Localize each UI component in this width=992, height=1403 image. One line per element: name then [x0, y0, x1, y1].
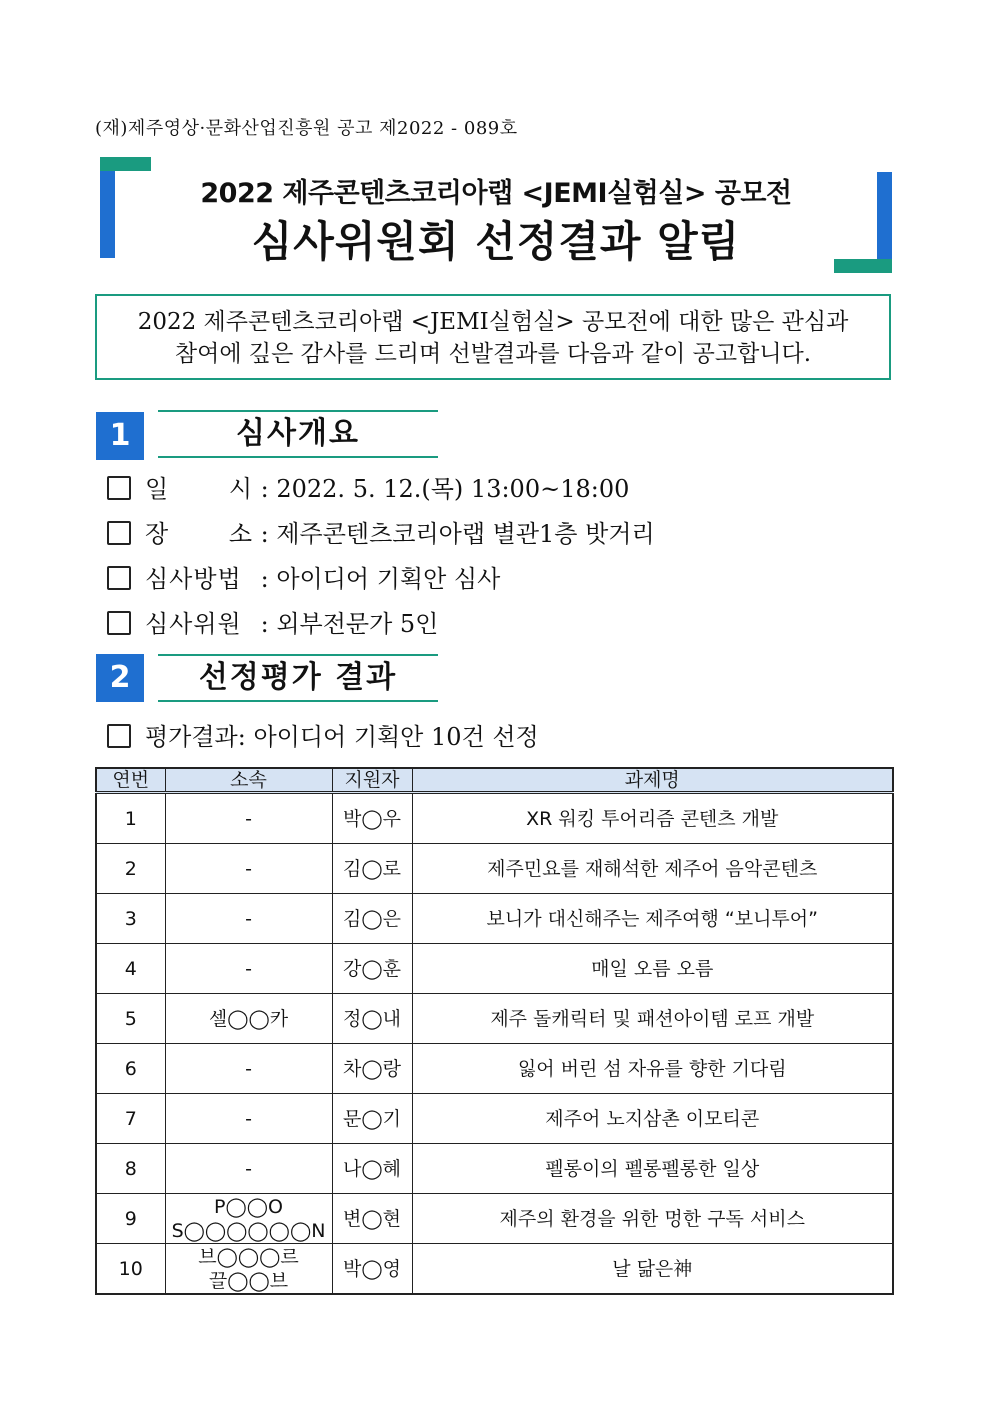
cell-project: 매일 오름 오름 — [412, 944, 893, 994]
item-label: 장 소 — [145, 520, 253, 548]
cell-applicant: 김◯로 — [332, 844, 412, 894]
title-block — [100, 157, 892, 273]
checkbox-icon — [107, 476, 131, 500]
cell-project: 제주민요를 재해석한 제주어 음악콘텐츠 — [412, 844, 893, 894]
cell-applicant: 정◯내 — [332, 994, 412, 1044]
cell-org: - — [165, 894, 332, 944]
section-title: 선정평가 결과 — [158, 654, 438, 702]
item-value: : 아이디어 기획안 심사 — [260, 565, 501, 593]
intro-box — [95, 294, 891, 380]
cell-no: 2 — [96, 844, 165, 894]
section-title: 심사개요 — [158, 410, 438, 458]
cell-project: 날 닮은神 — [412, 1244, 893, 1295]
table-row — [96, 1194, 893, 1244]
overview-item-date — [107, 469, 629, 504]
cell-applicant: 차◯랑 — [332, 1044, 412, 1094]
results-table — [95, 767, 894, 1295]
cell-org: - — [165, 944, 332, 994]
cell-project: 제주 돌캐릭터 및 패션아이템 로프 개발 — [412, 994, 893, 1044]
table-row — [96, 1094, 893, 1144]
cell-project: 보니가 대신해주는 제주여행 “보니투어” — [412, 894, 893, 944]
item-value: : 제주콘텐츠코리아랩 별관1층 밧거리 — [260, 520, 655, 548]
table-header-row — [96, 768, 893, 793]
document-subtitle: 2022 제주콘텐츠코리아랩 <JEMI실험실> 공모전 — [200, 178, 792, 209]
cell-no: 4 — [96, 944, 165, 994]
table-row — [96, 793, 893, 844]
cell-no: 6 — [96, 1044, 165, 1094]
overview-item-method — [107, 559, 500, 594]
cell-project: 잃어 버린 섬 자유를 향한 기다림 — [412, 1044, 893, 1094]
checkbox-icon — [107, 724, 131, 748]
cell-no: 5 — [96, 994, 165, 1044]
notice-number: (재)제주영상·문화산업진흥원 공고 제2022 - 089호 — [95, 118, 518, 139]
cell-no: 8 — [96, 1144, 165, 1194]
table-row — [96, 894, 893, 944]
item-label: 일 시 — [145, 475, 253, 503]
decor-bar — [100, 157, 151, 171]
header-org: 소속 — [165, 768, 332, 793]
table-row — [96, 1244, 893, 1295]
cell-no: 1 — [96, 793, 165, 844]
cell-org: - — [165, 1044, 332, 1094]
cell-no: 9 — [96, 1194, 165, 1244]
intro-text — [97, 306, 889, 370]
table-row — [96, 944, 893, 994]
overview-item-judges — [107, 604, 438, 639]
cell-applicant: 변◯현 — [332, 1194, 412, 1244]
org-line: P◯◯O — [214, 1195, 283, 1218]
cell-project: 펠롱이의 펠롱펠롱한 일상 — [412, 1144, 893, 1194]
cell-org: - — [165, 1144, 332, 1194]
table-row — [96, 1044, 893, 1094]
result-summary — [107, 717, 539, 752]
cell-applicant: 김◯은 — [332, 894, 412, 944]
header-applicant: 지원자 — [332, 768, 412, 793]
org-line: 브◯◯◯르 — [198, 1245, 299, 1268]
cell-project: 제주어 노지삼촌 이모티콘 — [412, 1094, 893, 1144]
cell-applicant: 문◯기 — [332, 1094, 412, 1144]
cell-no: 3 — [96, 894, 165, 944]
cell-applicant: 강◯훈 — [332, 944, 412, 994]
intro-line: 참여에 깊은 감사를 드리며 선발결과를 다음과 같이 공고합니다. — [174, 341, 812, 367]
header-project: 과제명 — [412, 768, 893, 793]
table-row — [96, 844, 893, 894]
checkbox-icon — [107, 611, 131, 635]
item-value: : 외부전문가 5인 — [260, 610, 439, 638]
item-value: : 2022. 5. 12.(목) 13:00~18:00 — [260, 475, 630, 503]
org-line: S◯◯◯◯◯◯N — [171, 1219, 326, 1242]
cell-org: - — [165, 844, 332, 894]
header-no: 연번 — [96, 768, 165, 793]
document-title: 심사위원회 선정결과 알림 — [251, 217, 741, 266]
result-summary-text: 평가결과: 아이디어 기획안 10건 선정 — [145, 723, 539, 751]
item-label: 심사방법 — [145, 565, 242, 593]
table-row — [96, 1144, 893, 1194]
cell-org — [165, 1244, 332, 1295]
cell-applicant: 나◯혜 — [332, 1144, 412, 1194]
intro-line: 2022 제주콘텐츠코리아랩 <JEMI실험실> 공모전에 대한 많은 관심과 — [137, 309, 849, 335]
item-label: 심사위원 — [145, 610, 242, 638]
cell-project: XR 워킹 투어리즘 콘텐츠 개발 — [412, 793, 893, 844]
org-line: 끌◯◯브 — [208, 1269, 289, 1292]
checkbox-icon — [107, 566, 131, 590]
cell-applicant: 박◯우 — [332, 793, 412, 844]
cell-org: - — [165, 1094, 332, 1144]
cell-no: 10 — [96, 1244, 165, 1295]
section-number: 2 — [96, 654, 144, 702]
cell-org: - — [165, 793, 332, 844]
cell-org — [165, 1194, 332, 1244]
table-row — [96, 994, 893, 1044]
cell-no: 7 — [96, 1094, 165, 1144]
section-number: 1 — [96, 412, 144, 460]
cell-project: 제주의 환경을 위한 멍한 구독 서비스 — [412, 1194, 893, 1244]
cell-org: 셀◯◯카 — [165, 994, 332, 1044]
cell-applicant: 박◯영 — [332, 1244, 412, 1295]
overview-item-place — [107, 514, 655, 549]
checkbox-icon — [107, 521, 131, 545]
